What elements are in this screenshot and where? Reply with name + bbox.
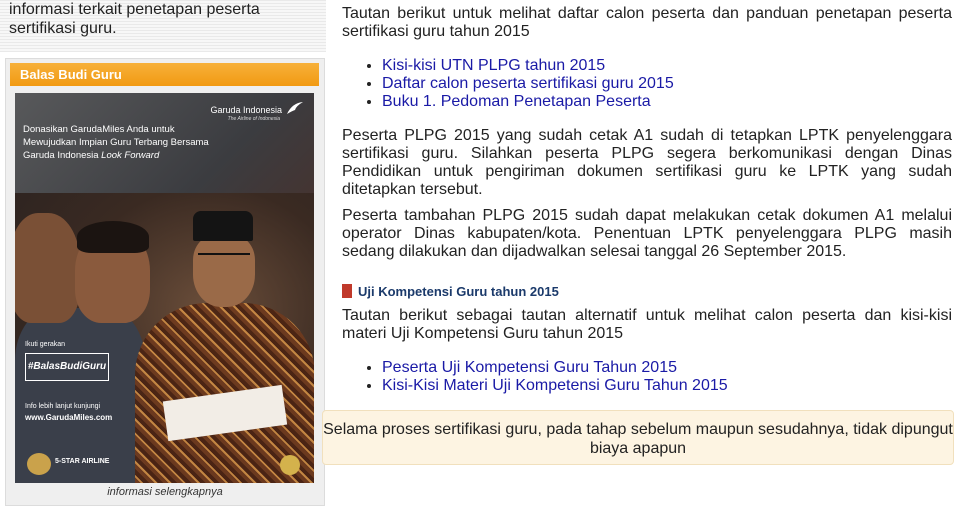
list-item <box>382 57 674 75</box>
list-item <box>382 377 728 395</box>
brand-name: Garuda Indonesia <box>210 105 282 115</box>
intro-paragraph: Tautan berikut untuk melihat daftar calon peserta dan panduan penetapan peserta sertifikasi guru tahun 2015 <box>342 5 952 40</box>
photo-figure <box>198 253 250 265</box>
ministry-seal-icon <box>280 455 300 475</box>
photo-figure <box>193 235 255 307</box>
sidebar-news-text: informasi terkait penetapan peserta sertifikasi guru. <box>9 1 260 37</box>
balas-budi-guru-widget <box>5 58 325 506</box>
link-daftar-calon-peserta[interactable]: Daftar calon peserta sertifikasi guru 2015 <box>382 75 674 92</box>
list-item <box>382 75 674 93</box>
widget-caption-link[interactable]: informasi selengkapnya <box>107 486 223 498</box>
poster-info: Info lebih lanjut kunjungi <box>25 403 101 410</box>
widget-title: Balas Budi Guru <box>10 63 319 86</box>
poster-headline-text: Donasikan GarudaMiles Anda untuk Mewujudkan Impian Guru Terbang Bersama Garuda Indonesia <box>23 124 209 161</box>
section-heading <box>342 284 559 300</box>
link-peserta-ukg[interactable]: Peserta Uji Kompetensi Guru Tahun 2015 <box>382 359 677 376</box>
poster-award: 5-STAR AIRLINE <box>55 458 110 465</box>
link-kisi-kisi-ukg[interactable]: Kisi-Kisi Materi Uji Kompetensi Guru Tahun 2015 <box>382 377 728 394</box>
list-item <box>382 93 674 111</box>
main-content <box>323 0 954 506</box>
award-badge-icon <box>27 453 51 475</box>
list-item <box>382 359 728 377</box>
notice-box: Selama proses sertifikasi guru, pada tahap sebelum maupun sesudahnya, tidak dipungut biaya apapun <box>322 410 954 465</box>
photo-figure <box>193 211 253 241</box>
sidebar <box>0 0 326 506</box>
heading-marker <box>342 284 352 298</box>
photo-figure <box>77 221 149 253</box>
ukg-links-list <box>382 359 728 395</box>
garuda-logo-icon <box>286 101 304 117</box>
ukg-intro-paragraph: Tautan berikut sebagai tautan alternatif untuk melihat calon peserta dan kisi-kisi materi Uji Kompetensi Guru tahun 2015 <box>342 307 952 342</box>
poster-headline <box>23 123 223 162</box>
photo-figure <box>15 213 80 323</box>
poster-url: www.GarudaMiles.com <box>25 413 113 422</box>
sidebar-news-snippet <box>0 0 326 52</box>
link-kisi-kisi-utn[interactable]: Kisi-kisi UTN PLPG tahun 2015 <box>382 57 606 74</box>
brand-tagline: The Airline of Indonesia <box>227 116 280 122</box>
a1-paragraph: Peserta PLPG 2015 yang sudah cetak A1 sudah di tetapkan LPTK penyelenggara sertifikasi guru. Silahkan peserta PLPG segera berkomunikasi dengan Dinas Pendidikan untuk pengiriman dokumen sertifikasi guru ke LPTK yang sudah ditetapkan tersebut. <box>342 127 952 198</box>
section-heading-text: Uji Kompetensi Guru tahun 2015 <box>358 284 559 299</box>
poster-hashtag: #BalasBudiGuru <box>25 353 109 381</box>
link-buku-pedoman[interactable]: Buku 1. Pedoman Penetapan Peserta <box>382 93 651 110</box>
tambahan-paragraph: Peserta tambahan PLPG 2015 sudah dapat melakukan cetak dokumen A1 melalui operator Dinas kabupaten/kota. Penentuan LPTK penyelenggara PLPG masih sedang dilakukan dan dijadwalkan selesai tanggal 26 September 2015. <box>342 207 952 260</box>
garuda-banner-image[interactable] <box>15 93 314 483</box>
poster-headline-emphasis: Look Forward <box>101 150 160 161</box>
poster-ikuti: Ikuti gerakan <box>25 341 66 348</box>
sertifikasi-links-list <box>382 57 674 111</box>
